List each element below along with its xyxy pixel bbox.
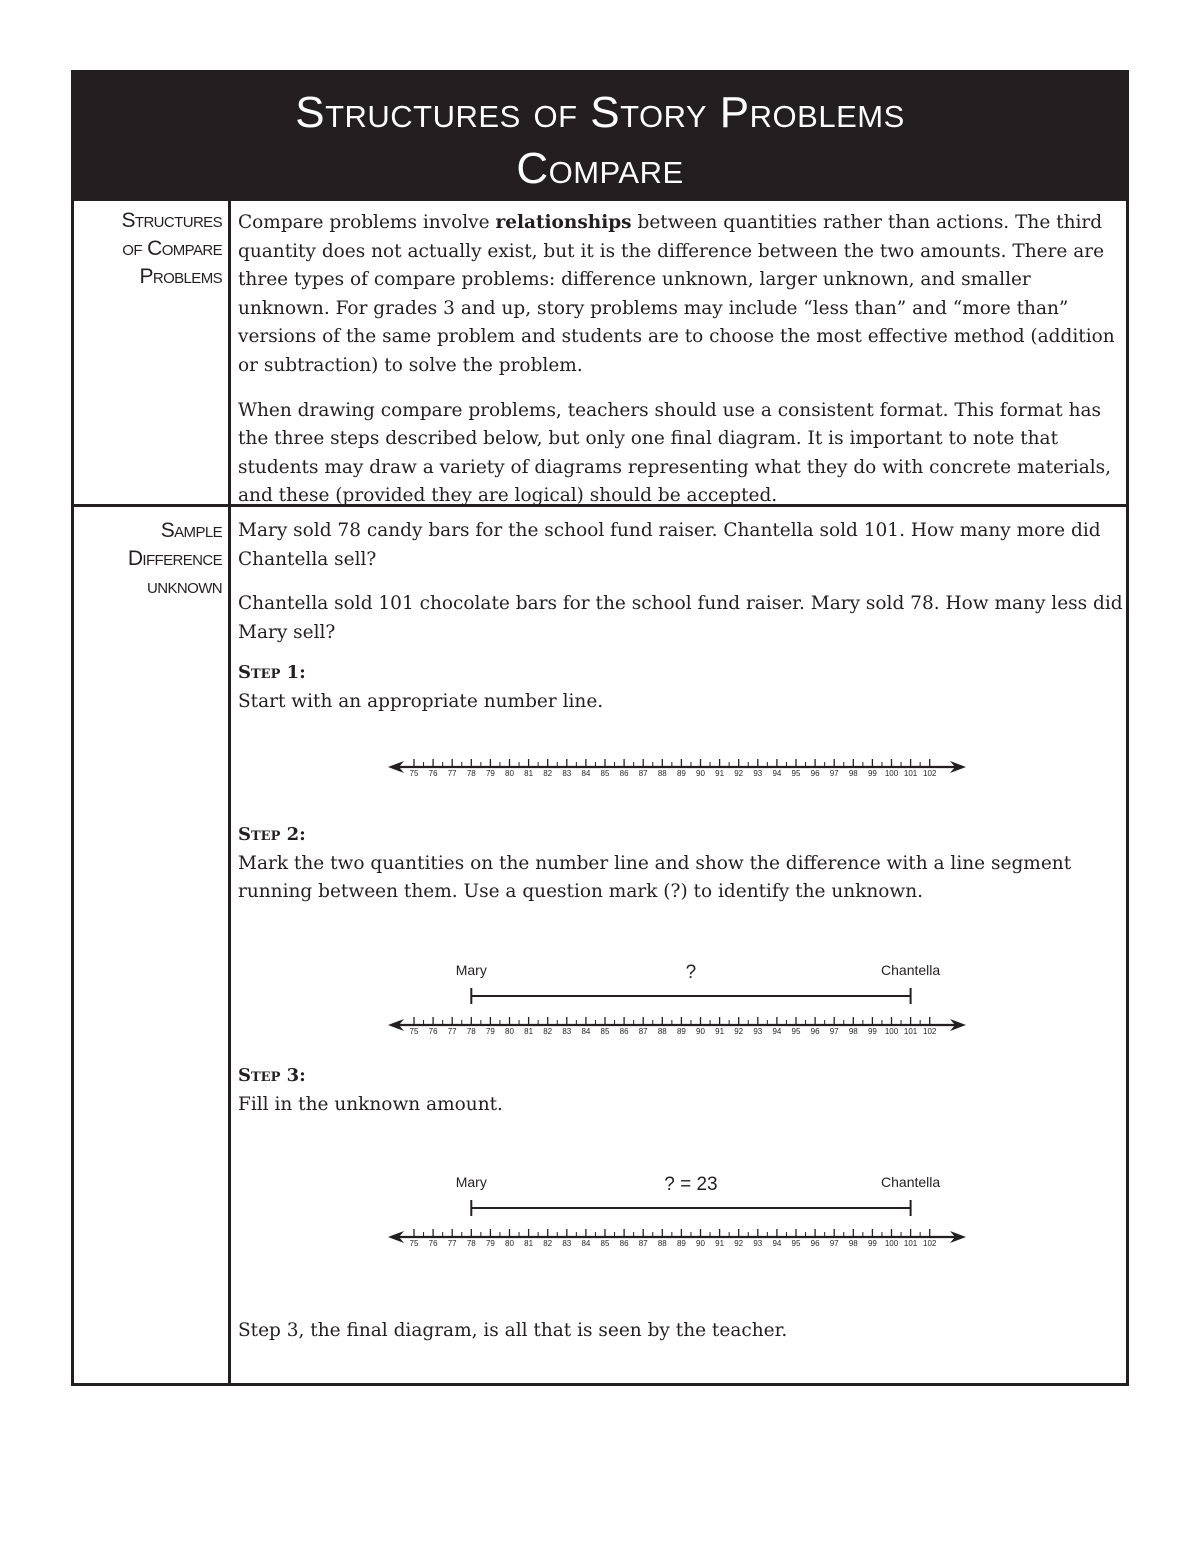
tick-label: 94 [772,1239,782,1248]
tick-label: 76 [428,1239,438,1248]
tick-label: 84 [581,769,591,778]
label-line: unknown [147,575,222,598]
marker-label-chantella: Chantella [881,962,941,978]
tick-label: 91 [715,769,725,778]
tick-label: 100 [884,1239,899,1248]
label-line: Problems [139,265,222,288]
tick-label: 97 [829,1027,839,1036]
tick-label: 80 [505,1027,514,1036]
tick-label: 90 [696,769,705,778]
tick-label: 88 [657,769,667,778]
tick-label: 94 [772,769,782,778]
tick-label: 95 [791,1027,801,1036]
tick-label: 93 [753,1239,763,1248]
tick-label: 98 [848,1027,858,1036]
marker-label-mary: Mary [455,1174,487,1190]
tick-label: 78 [466,1239,476,1248]
label-line: Structures [121,209,222,232]
intro-text-rest: between quantities rather than actions. The third quantity does not actually exist, but it is the difference between the two amounts. There are three types of compare problems: difference unknown, larger unknown, and smaller unknown. For grades 3 and up, story problems may include “less than” and “more than” versions of the same problem and students are to choose the most effective method (addition or subtraction) to solve the problem. [238,212,1115,376]
tick-label: 94 [772,1027,782,1036]
step3-text: Fill in the unknown amount. [238,1093,503,1115]
tick-label: 80 [505,769,514,778]
step1-label: Step 1: [238,662,306,683]
tick-label: 85 [600,769,610,778]
tick-label: 89 [676,769,686,778]
tick-label: 87 [638,769,648,778]
problem-more: Mary sold 78 candy bars for the school fund raiser. Chantella sold 101. How many more did Chantella sell? [238,520,1101,570]
tick-label: 81 [524,1239,534,1248]
step3-label: Step 3: [238,1065,306,1086]
tick-label: 98 [848,1239,858,1248]
tick-label: 99 [867,1027,877,1036]
tick-label: 96 [810,769,820,778]
tick-label: 93 [753,769,763,778]
tick-label: 102 [923,1027,937,1036]
tick-label: 86 [619,1027,629,1036]
conclusion-text: Step 3, the final diagram, is all that is seen by the teacher. [238,1320,788,1341]
tick-label: 77 [447,1027,457,1036]
label-line: Difference [127,547,222,570]
tick-label: 92 [734,1027,744,1036]
tick-label: 100 [884,769,899,778]
tick-label: 81 [524,769,534,778]
tick-label: 78 [466,769,476,778]
tick-label: 78 [466,1027,476,1036]
tick-label: 75 [409,1239,419,1248]
tick-label: 91 [715,1027,725,1036]
tick-label: 77 [447,1239,457,1248]
tick-label: 89 [676,1239,686,1248]
tick-label: 100 [884,1027,899,1036]
tick-label: 99 [867,769,877,778]
tick-label: 91 [715,1239,725,1248]
paragraph-drawing: When drawing compare problems, teachers should use a consistent format. This format has the three steps described below, but only one final diagram. It is important to note that students may draw a variety of diagrams representing what they do with concrete materials, and these (provided they are logical) should be accepted. [238,399,1112,507]
tick-label: 82 [543,1239,553,1248]
tick-label: 81 [524,1027,534,1036]
tick-label: 76 [428,1027,438,1036]
tick-label: 83 [562,1027,572,1036]
label-line: of Compare [122,237,222,260]
tick-label: 97 [829,1239,839,1248]
tick-label: 86 [619,1239,629,1248]
title-line-1: Structures of Story Problems [295,88,905,137]
tick-label: 85 [600,1027,610,1036]
tick-label: 85 [600,1239,610,1248]
tick-label: 89 [676,1027,686,1036]
tick-label: 92 [734,769,744,778]
tick-label: 99 [867,1239,877,1248]
tick-label: 84 [581,1239,591,1248]
tick-label: 97 [829,769,839,778]
tick-label: 75 [409,1027,419,1036]
marker-label-mary: Mary [455,962,487,978]
tick-label: 83 [562,1239,572,1248]
tick-label: 79 [485,769,495,778]
marker-label-chantella: Chantella [881,1174,941,1190]
unknown-label: ? = 23 [664,1174,718,1195]
step2-text: Mark the two quantities on the number line and show the difference with a line segment running between them. Use a question mark (?) to identify the unknown. [238,852,1072,903]
tick-label: 79 [485,1239,495,1248]
problem-less: Chantella sold 101 chocolate bars for the school fund raiser. Mary sold 78. How many less did Mary sell? [238,593,1123,643]
tick-label: 92 [734,1239,744,1248]
tick-label: 101 [903,769,918,778]
step1-text: Start with an appropriate number line. [238,690,604,712]
tick-label: 76 [428,769,438,778]
tick-label: 101 [903,1027,918,1036]
intro-text: Compare problems involve [238,212,496,233]
tick-label: 95 [791,1239,801,1248]
tick-label: 102 [923,769,937,778]
tick-label: 101 [903,1239,918,1248]
tick-label: 90 [696,1027,705,1036]
tick-label: 87 [638,1239,648,1248]
tick-label: 96 [810,1239,820,1248]
tick-label: 84 [581,1027,591,1036]
tick-label: 98 [848,769,858,778]
label-line: Sample [160,519,222,542]
intro-bold-term: relationships [495,212,632,233]
tick-label: 93 [753,1027,763,1036]
tick-label: 79 [485,1027,495,1036]
tick-label: 88 [657,1239,667,1248]
tick-label: 88 [657,1027,667,1036]
tick-label: 80 [505,1239,514,1248]
tick-label: 102 [923,1239,937,1248]
unknown-label: ? [685,962,697,983]
tick-label: 90 [696,1239,705,1248]
tick-label: 83 [562,769,572,778]
tick-label: 95 [791,769,801,778]
tick-label: 82 [543,769,553,778]
tick-label: 86 [619,769,629,778]
step2-label: Step 2: [238,824,306,845]
title-line-2: Compare [516,144,684,193]
tick-label: 96 [810,1027,820,1036]
tick-label: 87 [638,1027,648,1036]
tick-label: 77 [447,769,457,778]
tick-label: 75 [409,769,419,778]
tick-label: 82 [543,1027,553,1036]
